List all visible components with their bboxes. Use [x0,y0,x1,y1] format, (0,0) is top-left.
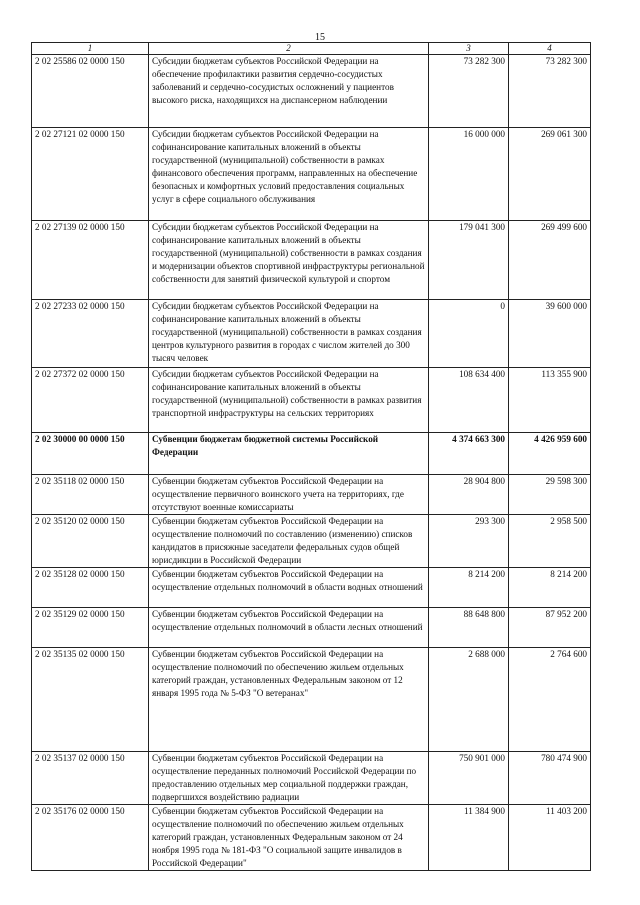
page-number: 15 [315,32,325,43]
column-header-3: 3 [429,43,509,55]
row-value-col4: 2 764 600 [509,648,591,752]
row-value-col4: 780 474 900 [509,752,591,805]
row-code: 2 02 27139 02 0000 150 [32,221,149,300]
row-value-col4: 8 214 200 [509,568,591,608]
table-header-row [32,43,591,55]
row-value-col4: 87 952 200 [509,608,591,648]
row-description: Субвенции бюджетам субъектов Российской Федерации на осуществление полномочий по обеспечению жильем отдельных категорий граждан, установленных Федеральным законом от 12 января 1995 года № 5-ФЗ "О ветеранах" [149,648,429,752]
table-row [32,55,591,128]
table-row [32,515,591,568]
row-code: 2 02 35120 02 0000 150 [32,515,149,568]
row-value-col3: 2 688 000 [429,648,509,752]
table-row [32,752,591,805]
row-description: Субсидии бюджетам субъектов Российской Федерации на софинансирование капитальных вложений в объекты государственной (муниципальной) собственности в рамках создания и модернизации объектов спортивной инфраструктуры региональной собственности для занятий физической культурой и спортом [149,221,429,300]
row-value-col4: 269 499 600 [509,221,591,300]
table-row [32,475,591,515]
row-value-col4: 39 600 000 [509,300,591,368]
row-value-col4: 11 403 200 [509,805,591,871]
table-row [32,128,591,221]
row-code: 2 02 27121 02 0000 150 [32,128,149,221]
column-header-2: 2 [149,43,429,55]
row-description: Субвенции бюджетам субъектов Российской Федерации на осуществление полномочий по составлению (изменению) списков кандидатов в присяжные заседатели федеральных судов общей юрисдикции в Российской Федерации [149,515,429,568]
row-code: 2 02 35176 02 0000 150 [32,805,149,871]
row-value-col3: 16 000 000 [429,128,509,221]
row-value-col4: 113 355 900 [509,368,591,433]
table-row [32,433,591,475]
row-description: Субсидии бюджетам субъектов Российской Федерации на софинансирование капитальных вложений в объекты государственной (муниципальной) собственности в рамках развития транспортной инфраструктуры на сельских территориях [149,368,429,433]
column-header-1: 1 [32,43,149,55]
row-description: Субвенции бюджетам субъектов Российской Федерации на осуществление отдельных полномочий в области водных отношений [149,568,429,608]
row-description: Субвенции бюджетам бюджетной системы Российской Федерации [149,433,429,475]
row-code: 2 02 35137 02 0000 150 [32,752,149,805]
table-row [32,221,591,300]
row-description: Субвенции бюджетам субъектов Российской Федерации на осуществление полномочий по обеспечению жильем отдельных категорий граждан, установленных Федеральным законом от 24 ноября 1995 года № 181-ФЗ "О социальной защите инвалидов в Российской Федерации" [149,805,429,871]
row-value-col3: 88 648 800 [429,608,509,648]
row-description: Субвенции бюджетам субъектов Российской Федерации на осуществление переданных полномочий Российской Федерации по предоставлению отдельных мер социальной поддержки граждан, подвергшихся воздействию радиации [149,752,429,805]
row-description: Субвенции бюджетам субъектов Российской Федерации на осуществление отдельных полномочий в области лесных отношений [149,608,429,648]
table-row [32,300,591,368]
row-value-col3: 73 282 300 [429,55,509,128]
table-row [32,805,591,871]
table-row [32,648,591,752]
row-value-col3: 8 214 200 [429,568,509,608]
row-code: 2 02 25586 02 0000 150 [32,55,149,128]
row-value-col4: 4 426 959 600 [509,433,591,475]
row-value-col3: 0 [429,300,509,368]
row-description: Субвенции бюджетам субъектов Российской Федерации на осуществление первичного воинского учета на территориях, где отсутствуют военные комиссариаты [149,475,429,515]
row-code: 2 02 30000 00 0000 150 [32,433,149,475]
row-value-col3: 11 384 900 [429,805,509,871]
row-description: Субсидии бюджетам субъектов Российской Федерации на софинансирование капитальных вложений в объекты государственной (муниципальной) собственности в рамках финансового обеспечения программ, направленных на обеспечение безопасных и комфортных условий предоставления социальных услуг в сфере социального обслуживания [149,128,429,221]
row-code: 2 02 35118 02 0000 150 [32,475,149,515]
budget-table [31,42,591,871]
row-code: 2 02 35128 02 0000 150 [32,568,149,608]
column-header-4: 4 [509,43,591,55]
row-value-col4: 2 958 500 [509,515,591,568]
row-code: 2 02 27372 02 0000 150 [32,368,149,433]
table-row [32,608,591,648]
row-value-col3: 293 300 [429,515,509,568]
row-description: Субсидии бюджетам субъектов Российской Федерации на обеспечение профилактики развития сердечно-сосудистых заболеваний и сердечно-сосудистых осложнений у пациентов высокого риска, находящихся на диспансерном наблюдении [149,55,429,128]
row-value-col3: 750 901 000 [429,752,509,805]
row-code: 2 02 35135 02 0000 150 [32,648,149,752]
row-code: 2 02 27233 02 0000 150 [32,300,149,368]
table-row [32,568,591,608]
row-value-col3: 28 904 800 [429,475,509,515]
row-value-col3: 4 374 663 300 [429,433,509,475]
row-code: 2 02 35129 02 0000 150 [32,608,149,648]
row-value-col4: 29 598 300 [509,475,591,515]
row-description: Субсидии бюджетам субъектов Российской Федерации на софинансирование капитальных вложений в объекты государственной (муниципальной) собственности в рамках создания центров культурного развития в городах с числом жителей до 300 тысяч человек [149,300,429,368]
table-row [32,368,591,433]
row-value-col4: 73 282 300 [509,55,591,128]
row-value-col3: 108 634 400 [429,368,509,433]
row-value-col3: 179 041 300 [429,221,509,300]
row-value-col4: 269 061 300 [509,128,591,221]
